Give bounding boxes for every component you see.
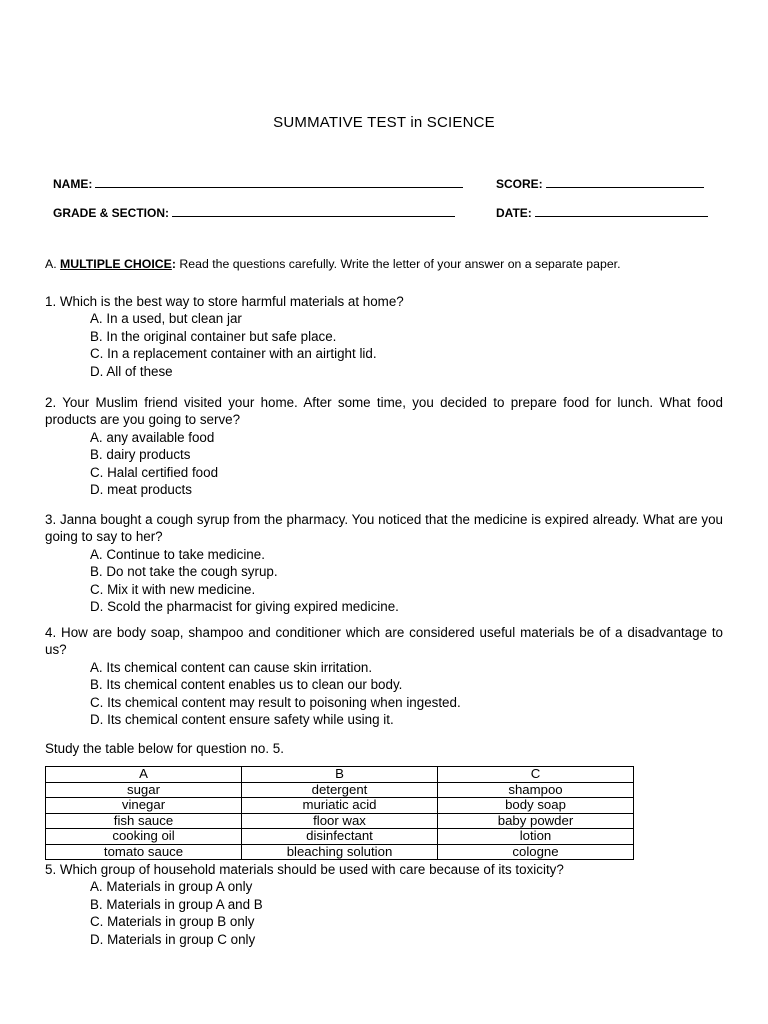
name-label: NAME: bbox=[53, 177, 93, 191]
date-blank bbox=[535, 205, 708, 217]
table-cell: muriatic acid bbox=[242, 798, 438, 814]
instruction-prefix: A. bbox=[45, 257, 57, 271]
table-cell: fish sauce bbox=[46, 813, 242, 829]
score-blank bbox=[546, 176, 704, 188]
option: B. In the original container but safe place. bbox=[90, 328, 337, 344]
table-cell: body soap bbox=[438, 798, 634, 814]
study-table-note: Study the table below for question no. 5. bbox=[45, 741, 284, 756]
instruction-colon: : bbox=[171, 257, 176, 271]
instruction-heading: MULTIPLE CHOICE bbox=[60, 257, 172, 271]
column-header-a: A bbox=[46, 767, 242, 783]
table-cell: floor wax bbox=[242, 813, 438, 829]
question-text: 2. Your Muslim friend visited your home. After some time, you decided to prepare food for lunch. What food products are you going to serve? bbox=[45, 395, 723, 428]
options-list bbox=[45, 878, 723, 948]
table-row bbox=[46, 782, 634, 798]
score-label: SCORE: bbox=[496, 177, 543, 191]
option: C. Materials in group B only bbox=[90, 914, 255, 930]
option: C. Its chemical content may result to poisoning when ingested. bbox=[90, 694, 461, 710]
date-field bbox=[496, 205, 708, 220]
grade-section-field bbox=[53, 205, 455, 220]
option: B. Its chemical content enables us to clean our body. bbox=[90, 677, 403, 693]
question-text: 1. Which is the best way to store harmful materials at home? bbox=[45, 294, 404, 309]
instruction-text: Read the questions carefully. Write the letter of your answer on a separate paper. bbox=[175, 257, 621, 271]
table-cell: sugar bbox=[46, 782, 242, 798]
table-row bbox=[46, 813, 634, 829]
table-cell: cologne bbox=[438, 844, 634, 860]
question-1 bbox=[45, 293, 723, 380]
option: C. Mix it with new medicine. bbox=[90, 581, 256, 597]
option: A. any available food bbox=[90, 429, 215, 445]
table-header-row bbox=[46, 767, 634, 783]
table-cell: shampoo bbox=[438, 782, 634, 798]
options-list bbox=[45, 659, 723, 729]
instructions bbox=[45, 257, 735, 271]
option: B. Do not take the cough syrup. bbox=[90, 564, 278, 580]
table-cell: cooking oil bbox=[46, 829, 242, 845]
question-5 bbox=[45, 861, 723, 948]
grade-section-label: GRADE & SECTION: bbox=[53, 206, 170, 220]
option: D. All of these bbox=[90, 363, 173, 379]
option: A. Continue to take medicine. bbox=[90, 546, 265, 562]
option: A. In a used, but clean jar bbox=[90, 311, 242, 327]
option: D. Scold the pharmacist for giving expired medicine. bbox=[90, 599, 399, 615]
table-cell: bleaching solution bbox=[242, 844, 438, 860]
option: A. Materials in group A only bbox=[90, 879, 253, 895]
materials-table bbox=[45, 766, 634, 860]
name-blank bbox=[95, 176, 463, 188]
table-cell: detergent bbox=[242, 782, 438, 798]
options-list bbox=[45, 546, 723, 616]
option: C. Halal certified food bbox=[90, 464, 219, 480]
question-text: 5. Which group of household materials should be used with care because of its toxicity? bbox=[45, 862, 564, 877]
date-label: DATE: bbox=[496, 206, 532, 220]
option: D. meat products bbox=[90, 482, 192, 498]
table-cell: baby powder bbox=[438, 813, 634, 829]
option: A. Its chemical content can cause skin irritation. bbox=[90, 659, 373, 675]
table-row bbox=[46, 829, 634, 845]
table-row bbox=[46, 798, 634, 814]
table-cell: lotion bbox=[438, 829, 634, 845]
table-cell: tomato sauce bbox=[46, 844, 242, 860]
option: D. Materials in group C only bbox=[90, 931, 256, 947]
options-list bbox=[45, 429, 723, 499]
page-title: SUMMATIVE TEST in SCIENCE bbox=[273, 114, 495, 131]
options-list bbox=[45, 310, 723, 380]
name-field bbox=[53, 176, 463, 191]
question-2 bbox=[45, 394, 723, 498]
question-4 bbox=[45, 624, 723, 728]
option: B. Materials in group A and B bbox=[90, 896, 263, 912]
option: B. dairy products bbox=[90, 447, 191, 463]
score-field bbox=[496, 176, 704, 191]
table-row bbox=[46, 844, 634, 860]
option: C. In a replacement container with an airtight lid. bbox=[90, 346, 377, 362]
column-header-b: B bbox=[242, 767, 438, 783]
option: D. Its chemical content ensure safety while using it. bbox=[90, 712, 394, 728]
table-cell: disinfectant bbox=[242, 829, 438, 845]
table-cell: vinegar bbox=[46, 798, 242, 814]
question-3 bbox=[45, 511, 723, 615]
column-header-c: C bbox=[438, 767, 634, 783]
question-text: 4. How are body soap, shampoo and conditioner which are considered useful materials be of a disadvantage to us? bbox=[45, 625, 723, 658]
question-text: 3. Janna bought a cough syrup from the pharmacy. You noticed that the medicine is expired already. What are you going to say to her? bbox=[45, 512, 723, 545]
grade-section-blank bbox=[172, 205, 455, 217]
